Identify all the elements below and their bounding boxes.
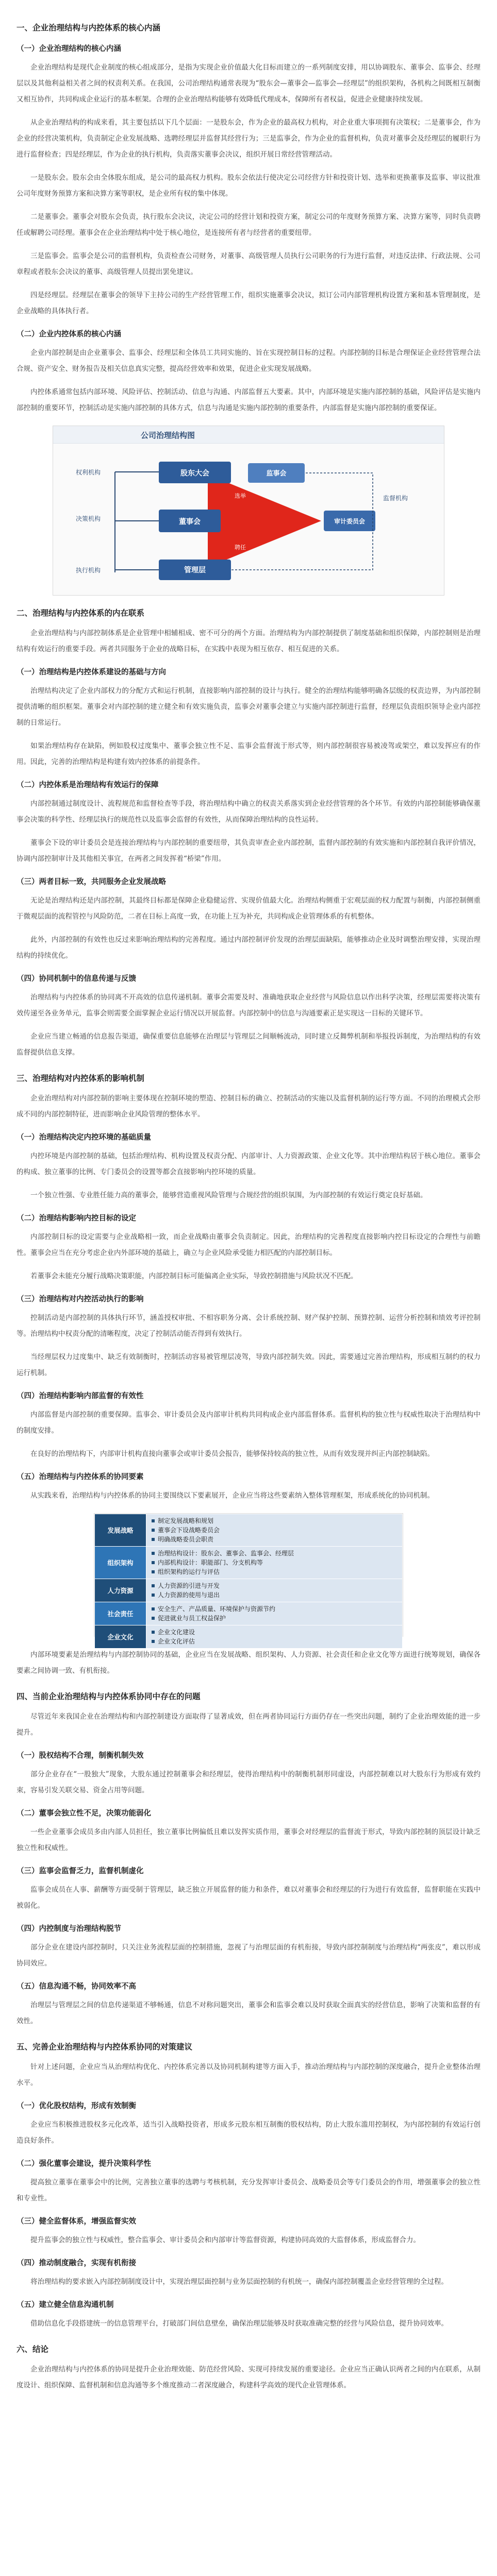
paragraph: 此外，内部控制的有效性也反过来影响治理结构的完善程度。通过内部控制评价发现的治理层面缺陷，能够推动企业及时调整治理安排，实现治理结构的持续优化。 [16, 936, 481, 960]
paragraph: 一是股东会。股东会由全体股东组成，是公司的最高权力机构。股东会依法行使决定公司经营方针和投资计划、选举和更换董事及监事、审议批准公司年度财务预算方案和决算方案等职权，是企业所有权的集中体现。 [16, 174, 481, 198]
subsection-heading: （四）协同机制中的信息传递与反馈 [16, 974, 136, 983]
subsection-heading: （二）董事会独立性不足，决策功能弱化 [16, 1809, 151, 1818]
list-item: 治理结构设计：股东会、董事会、监事会、经理层 [151, 1549, 398, 1558]
category-cell: 社会责任 [95, 1602, 146, 1625]
table-row [95, 1514, 403, 1547]
label-decision: 决策机构 [76, 515, 101, 522]
control-triangle [208, 474, 321, 567]
board-label: 董事会 [179, 518, 201, 526]
arrow-label-elect: 选举 [235, 493, 246, 499]
paragraph: 内部控制通过制度设计、流程规范和监督检查等手段，将治理结构中确立的权责关系落实到企业经营管理的各个环节。有效的内部控制能够确保董事会决策的科学性、经理层执行的规范性以及监事会监督的有效性，从而保障治理结构的良性运转。 [16, 800, 481, 824]
category-cell: 组织架构 [95, 1547, 146, 1579]
list-item: 企业文化评估 [151, 1637, 398, 1646]
list-item: 董事会下设战略委员会 [151, 1526, 398, 1535]
paragraph: 控制活动是内部控制的具体执行环节，涵盖授权审批、不相容职务分离、会计系统控制、财产保护控制、预算控制、运营分析控制和绩效考评控制等。治理结构中权责分配的清晰程度，决定了控制活动能否得到有效执行。 [16, 1314, 481, 1338]
items-cell [146, 1547, 403, 1579]
label-authority: 权利机构 [76, 469, 101, 476]
table-row [95, 1547, 403, 1579]
list-item: 人力资源的引进与开发 [151, 1581, 398, 1590]
paragraph: 企业治理结构与内控体系的协同是提升企业治理效能、防范经营风险、实现可持续发展的重要途径。企业应当正确认识两者之间的内在联系，从制度设计、组织保障、监督机制和信息沟通等多个维度推动二者深度融合，构建科学高效的现代企业管理体系。 [16, 2365, 481, 2389]
list-item: 安全生产、产品质量、环境保护与资源节约 [151, 1604, 398, 1614]
items-cell [146, 1514, 403, 1547]
list-item: 制定发展战略和规划 [151, 1516, 398, 1526]
section-heading: 三、治理结构对内控体系的影响机制 [16, 1073, 145, 1083]
label-supervision: 监督机构 [383, 495, 408, 502]
paragraph: 企业治理结构对内部控制的影响主要体现在控制环境的塑造、控制目标的确立、控制活动的实施以及监督机制的运行等方面。不同的治理模式会形成不同的内部控制特征，进而影响企业风险管理的整体水平。 [16, 1094, 481, 1118]
subsection-heading: （一）企业治理结构的核心内涵 [16, 44, 121, 53]
subsection-heading: （五）信息沟通不畅，协同效率不高 [16, 1982, 136, 1991]
section-heading: 二、治理结构与内控体系的内在联系 [16, 608, 145, 618]
paragraph: 内控体系通常包括内部环境、风险评估、控制活动、信息与沟通、内部监督五大要素。其中，内部环境是实施内部控制的基础，风险评估是实施内部控制的重要环节，控制活动是实施内部控制的具体方式，信息与沟通是实施内部控制的重要条件，内部监督是实施内部控制的重要保证。 [16, 388, 481, 412]
section-heading: 五、完善企业治理结构与内控体系协同的对策建议 [16, 2042, 193, 2052]
list-item: 企业文化建设 [151, 1628, 398, 1637]
items-cell [146, 1579, 403, 1602]
paragraph: 三是监事会。监事会是公司的监督机构，负责检查公司财务，对董事、高级管理人员执行公司职务的行为进行监督，对违反法律、行政法规、公司章程或者股东会决议的董事、高级管理人员提出罢免建议。 [16, 252, 481, 276]
paragraph: 二是董事会。董事会对股东会负责，执行股东会决议，决定公司的经营计划和投资方案，制定公司的年度财务预算方案、决算方案等，同时负责聘任或解聘公司经理。董事会在企业治理结构中处于核心地位，是连接所有者与经营者的重要纽带。 [16, 213, 481, 237]
table-row [95, 1625, 403, 1649]
subsection-heading: （三）治理结构对内控活动执行的影响 [16, 1295, 144, 1303]
internal-environment-table [94, 1513, 403, 1645]
items-cell [146, 1602, 403, 1625]
list-item: 内部机构设计：职能部门、分支机构等 [151, 1558, 398, 1567]
paragraph: 四是经理层。经理层在董事会的领导下主持公司的生产经营管理工作，组织实施董事会决议，拟订公司内部管理机构设置方案和基本管理制度，是企业战略的具体执行者。 [16, 291, 481, 315]
arrow-label-appoint: 聘任 [235, 544, 246, 551]
subsection-heading: （二）内控体系是治理结构有效运行的保障 [16, 781, 159, 789]
governance-structure-diagram [53, 426, 444, 596]
subsection-heading: （一）股权结构不合理，制衡机制失效 [16, 1751, 144, 1760]
section-heading: 四、当前企业治理结构与内控体系协同中存在的问题 [16, 1691, 201, 1701]
paragraph: 在良好的治理结构下，内部审计机构直接向董事会或审计委员会报告，能够保持较高的独立性，从而有效发现并纠正内部控制缺陷。 [30, 1450, 434, 1458]
diagram-title: 公司治理结构图 [53, 426, 444, 444]
subsection-heading: （二）治理结构影响内控目标的设定 [16, 1214, 136, 1223]
paragraph: 内部监督是内部控制的重要保障。监事会、审计委员会及内部审计机构共同构成企业内部监督体系。监督机构的独立性与权威性取决于治理结构中的制度安排。 [16, 1411, 481, 1435]
paragraph: 治理结构决定了企业内部权力的分配方式和运行机制，直接影响内部控制的设计与执行。健全的治理结构能够明确各层级的权责边界，为内部控制提供清晰的组织框架。董事会对内部控制的建立健全和有效实施负责，监事会对董事会建立与实施内部控制进行监督，经理层负责组织领导企业内部控制的日常运行。 [16, 687, 481, 727]
paragraph: 治理层与管理层之间的信息传递渠道不够畅通，信息不对称问题突出，董事会和监事会难以及时获取全面真实的经营信息，影响了决策和监督的有效性。 [16, 2001, 481, 2025]
subsection-heading: （五）治理结构与内控体系的协同要素 [16, 1472, 144, 1481]
audit-committee-label: 审计委员会 [334, 518, 366, 525]
paragraph: 借助信息化手段搭建统一的信息管理平台，打破部门间信息壁垒，确保治理层能够及时获取准确完整的经营与风险信息，提升协同效率。 [30, 2319, 448, 2328]
subsection-heading: （三）两者目标一致，共同服务企业发展战略 [16, 877, 166, 886]
paragraph: 部分企业在建设内部控制时，只关注业务流程层面的控制措施，忽视了与治理层面的有机衔接，导致内部控制制度与治理结构“两张皮”，难以形成协同效应。 [16, 1943, 481, 1968]
subsection-heading: （五）建立健全信息沟通机制 [16, 2300, 114, 2309]
paragraph: 无论是治理结构还是内部控制，其最终目标都是保障企业稳健运营、实现价值最大化。治理结构侧重于宏观层面的权力配置与制衡，内部控制侧重于微观层面的流程管控与风险防范，二者在目标上高度一致，在功能上互为补充，共同构成企业管理体系的有机整体。 [16, 896, 481, 921]
subsection-heading: （四）推动制度融合，实现有机衔接 [16, 2259, 136, 2267]
paragraph: 董事会下设的审计委员会是连接治理结构与内部控制的重要纽带，其负责审查企业内部控制，监督内部控制的有效实施和内部控制自我评价情况，协调内部控制审计及其他相关事宜，在两者之间发挥着“桥梁”作用。 [16, 839, 481, 863]
paragraph: 企业应当建立畅通的信息报告渠道，确保重要信息能够在治理层与管理层之间顺畅流动，同时建立反舞弊机制和举报投诉制度，为治理结构的有效监督提供信息支撑。 [16, 1032, 481, 1057]
paragraph: 当经理层权力过度集中、缺乏有效制衡时，控制活动容易被管理层凌驾，导致内部控制失效。因此，需要通过完善治理结构，形成相互制约的权力运行机制。 [16, 1353, 481, 1377]
paragraph: 部分企业存在“一股独大”现象，大股东通过控制董事会和经理层，使得治理结构中的制衡机制形同虚设，内部控制难以对大股东行为形成有效约束，容易引发关联交易、资金占用等问题。 [16, 1770, 481, 1794]
table-row [95, 1602, 403, 1625]
category-cell: 企业文化 [95, 1625, 146, 1649]
diagram-svg [53, 444, 444, 595]
list-item: 组织架构的运行与评估 [151, 1567, 398, 1577]
subsection-heading: （二）强化董事会建设，提升决策科学性 [16, 2159, 151, 2168]
items-cell [146, 1625, 403, 1649]
paragraph: 内控环境是内部控制的基础，包括治理结构、机构设置及权责分配、内部审计、人力资源政策、企业文化等。其中治理结构居于核心地位。董事会的构成、独立董事的比例、专门委员会的设置等都会直接影响内控环境的质量。 [16, 1152, 481, 1176]
shareholders-label: 股东大会 [180, 469, 209, 478]
paragraph: 内部环境要素是治理结构与内部控制协同的基础，企业应当在发展战略、组织架构、人力资源、社会责任和企业文化等方面进行统筹规划，确保各要素之间协调一致、有机衔接。 [16, 1651, 481, 1675]
label-execution: 执行机构 [76, 567, 101, 574]
category-cell: 发展战略 [95, 1514, 146, 1547]
paragraph: 一些企业董事会成员多由内部人员担任，独立董事比例偏低且难以发挥实质作用，董事会对经理层的监督流于形式，导致内部控制的顶层设计缺乏独立性和权威性。 [16, 1828, 481, 1852]
subsection-heading: （一）治理结构是内控体系建设的基础与方向 [16, 668, 166, 676]
paragraph: 提高独立董事在董事会中的比例，完善独立董事的选聘与考核机制，充分发挥审计委员会、战略委员会等专门委员会的作用，增强董事会的独立性和专业性。 [16, 2178, 481, 2202]
paragraph: 监事会成员在人事、薪酬等方面受制于管理层，缺乏独立开展监督的能力和条件，难以对董事会和经理层的行为进行有效监督，监督职能在实践中被弱化。 [16, 1886, 481, 1910]
list-item: 人力资源的使用与退出 [151, 1590, 398, 1600]
paragraph: 提升监事会的独立性与权威性，整合监事会、审计委员会和内部审计等监督资源，构建协同高效的大监督体系，形成监督合力。 [30, 2236, 420, 2244]
subsection-heading: （四）内控制度与治理结构脱节 [16, 1924, 121, 1933]
subsection-heading: （三）健全监督体系，增强监督实效 [16, 2217, 136, 2226]
section-heading: 一、企业治理结构与内控体系的核心内涵 [16, 23, 161, 32]
management-label: 管理层 [184, 566, 206, 574]
list-item: 促进就业与员工权益保护 [151, 1614, 398, 1623]
paragraph: 如果治理结构存在缺陷，例如股权过度集中、董事会独立性不足、监事会监督流于形式等，则内部控制很容易被凌驾或架空，难以发挥应有的作用。因此，完善的治理结构是构建有效内控体系的前提条件。 [16, 742, 481, 766]
paragraph: 企业治理结构与内部控制体系是企业管理中相辅相成、密不可分的两个方面。治理结构为内部控制提供了制度基础和组织保障，内部控制则是治理结构有效运行的重要手段。两者共同服务于企业的战略目标，在实践中表现为相互依存、相互促进的关系。 [16, 629, 481, 653]
paragraph: 针对上述问题，企业应当从治理结构优化、内控体系完善以及协同机制构建等方面入手，推动治理结构与内部控制的深度融合，提升企业整体治理水平。 [16, 2063, 481, 2087]
paragraph: 企业治理结构是现代企业制度的核心组成部分，是指为实现企业价值最大化目标而建立的一系列制度安排，用以协调股东、董事会、监事会、经理层以及其他利益相关者之间的权责利关系。在我国，公司治理结构通常表现为“股东会—董事会—监事会—经理层”的组织架构，各机构之间既相互制衡又相互协作，共同构成企业运行的基本框架。合理的企业治理结构能够有效降低代理成本，保障所有者权益，促进企业健康持续发展。 [16, 63, 481, 104]
subsection-heading: （一）优化股权结构，形成有效制衡 [16, 2102, 136, 2110]
table-row [95, 1579, 403, 1602]
subsection-heading: （二）企业内控体系的核心内涵 [16, 330, 121, 338]
paragraph: 一个独立性强、专业胜任能力高的董事会，能够营造重视风险管理与合规经营的组织氛围，为内部控制的有效运行奠定良好基础。 [30, 1191, 427, 1199]
category-cell: 人力资源 [95, 1579, 146, 1602]
paragraph: 若董事会未能充分履行战略决策职能，内部控制目标可能偏离企业实际，导致控制措施与风险状况不匹配。 [30, 1272, 358, 1280]
subsection-heading: （一）治理结构决定内控环境的基础质量 [16, 1133, 151, 1142]
paragraph: 治理结构与内控体系的协同离不开高效的信息传递机制。董事会需要及时、准确地获取企业经营与风险信息以作出科学决策，经理层需要将决策有效传递至各业务单元，监事会则需要全面掌握企业运行情况以开展监督。内部控制中的信息与沟通要素正是实现这一目标的关键环节。 [16, 993, 481, 1018]
paragraph: 企业应当积极推进股权多元化改革，适当引入战略投资者，形成多元股东相互制衡的股权结构，防止大股东滥用控制权，为内部控制的有效运行创造良好条件。 [16, 2121, 481, 2145]
paragraph: 尽管近年来我国企业在治理结构和内部控制建设方面取得了显著成效，但在两者协同运行方面仍存在一些突出问题，制约了企业治理效能的进一步提升。 [16, 1713, 481, 1737]
paragraph: 企业内部控制是由企业董事会、监事会、经理层和全体员工共同实施的、旨在实现控制目标的过程。内部控制的目标是合理保证企业经营管理合法合规、资产安全、财务报告及相关信息真实完整，提高经营效率和效果，促进企业实现发展战略。 [16, 349, 481, 373]
paragraph: 内部控制目标的设定需要与企业战略相一致，而企业战略由董事会负责制定。因此，治理结构的完善程度直接影响内控目标设定的合理性与前瞻性。董事会应当在充分考虑企业内外部环境的基础上，确立与企业风险承受能力相匹配的内部控制目标。 [16, 1233, 481, 1257]
subsection-heading: （三）监事会监督乏力，监督机制虚化 [16, 1867, 144, 1875]
list-item: 明确战略委员会职责 [151, 1535, 398, 1544]
section-heading: 六、结论 [16, 2344, 49, 2354]
paragraph: 从企业治理结构的构成来看，其主要包括以下几个层面：一是股东会，作为企业的最高权力机构，对企业重大事项拥有决策权；二是董事会，作为企业的经营决策机构，负责制定企业发展战略、选聘经理层并监督其经营行为；三是监事会，作为企业的监督机构，负责对董事会及经理层的履职行为进行监督检查；四是经理层，作为企业的执行机构，负责落实董事会决议，组织开展日常经营管理活动。 [16, 118, 481, 159]
paragraph: 从实践来看，治理结构与内控体系的协同主要围绕以下要素展开，企业应当将这些要素纳入整体管理框架，形成系统化的协同机制。 [30, 1492, 434, 1500]
supervisors-label: 监事会 [266, 470, 287, 478]
paragraph: 将治理结构的要求嵌入内部控制制度设计中，实现治理层面控制与业务层面控制的有机统一，确保内部控制覆盖企业经营管理的全过程。 [30, 2278, 448, 2286]
subsection-heading: （四）治理结构影响内部监督的有效性 [16, 1392, 144, 1400]
